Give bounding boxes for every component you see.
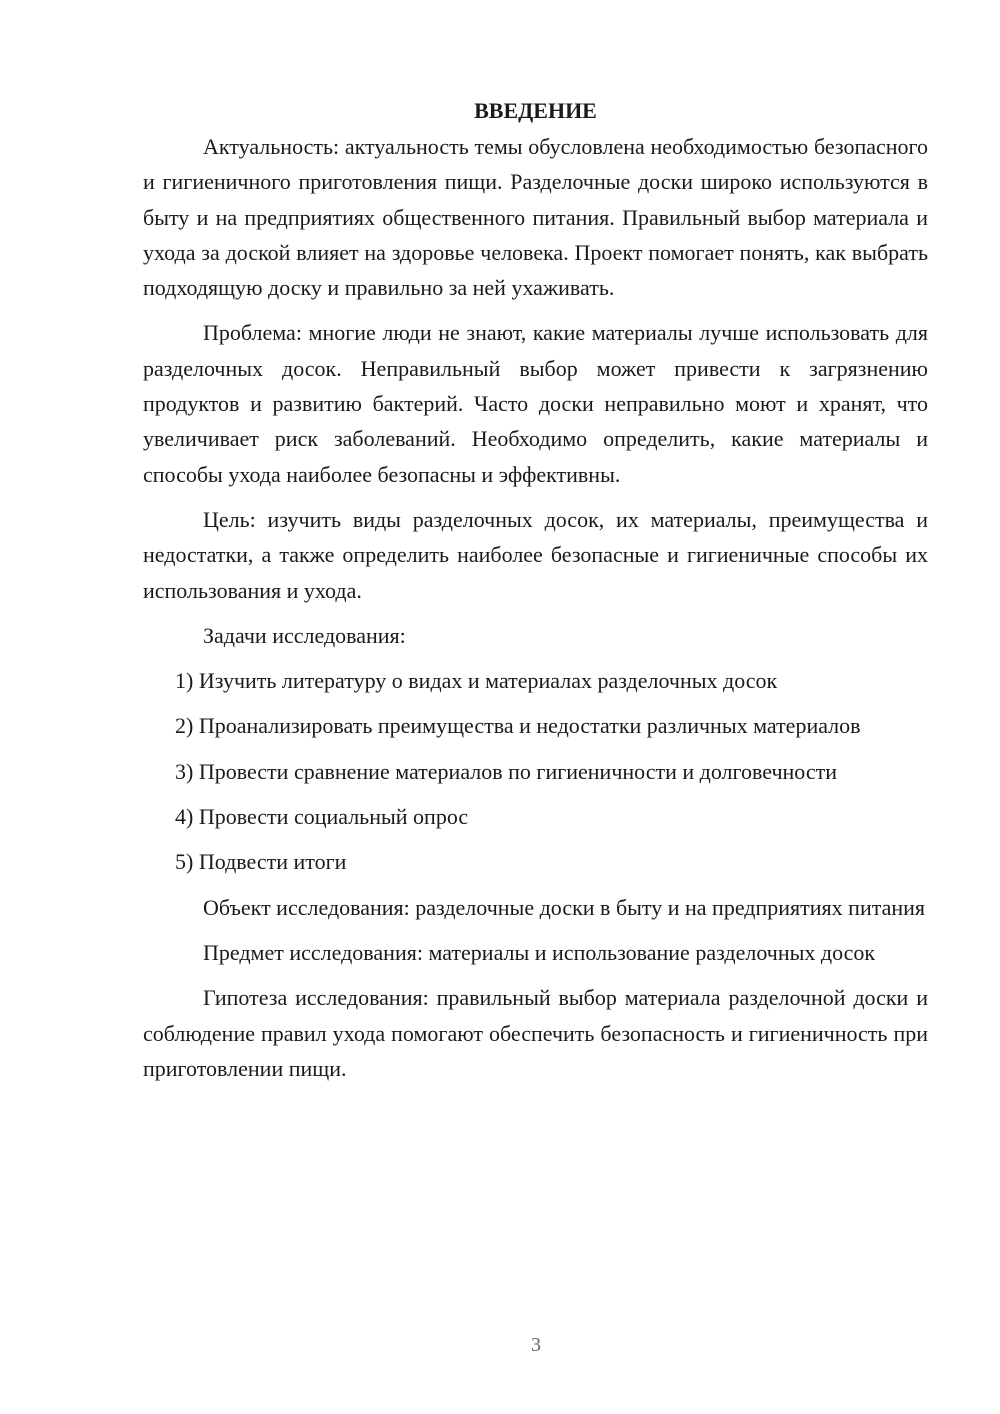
goal-paragraph: Цель: изучить виды разделочных досок, их материалы, преимущества и недостатки, а также определить наиболее безопасные и гигиеничные способы их использования и ухода. xyxy=(143,506,928,603)
hypothesis-paragraph: Гипотеза исследования: правильный выбор материала разделочной доски и соблюдение правил ухода помогают обеспечить безопасность и гигиеничность при приготовлении пищи. xyxy=(143,985,928,1081)
problem-paragraph: Проблема: многие люди не знают, какие материалы лучше использовать для разделочных досок. Неправильный выбор может привести к загрязнению продуктов и развитию бактерий. Часто доски неправильно моют и хранят, что увеличивает риск заболеваний. Необходимо определить, какие материалы и способы ухода наиболее безопасны и эффективны. xyxy=(143,320,928,487)
relevance-paragraph: Актуальность: актуальность темы обусловлена необходимостью безопасного и гигиеничного приготовления пищи. Разделочные доски широко используются в быту и на предприятиях общественного питания. Правильный выбор материала и ухода за доской влияет на здоровье человека. Проект помогает понять, как выбрать подходящую доску и правильно за ней ухаживать. xyxy=(143,134,928,301)
task-item: 3) Провести сравнение материалов по гигиеничности и долговечности xyxy=(175,758,838,784)
task-item: 1) Изучить литературу о видах и материалах разделочных досок xyxy=(175,668,778,694)
task-item: 5) Подвести итоги xyxy=(175,849,347,875)
object-paragraph: Объект исследования: разделочные доски в быту и на предприятиях питания xyxy=(203,894,926,920)
page-number: 3 xyxy=(531,1334,541,1356)
task-item: 2) Проанализировать преимущества и недостатки различных материалов xyxy=(175,713,861,739)
document-page xyxy=(143,93,928,1096)
page-title: ВВЕДЕНИЕ xyxy=(474,98,597,123)
task-item: 4) Провести социальный опрос xyxy=(175,804,469,830)
subject-paragraph: Предмет исследования: материалы и использование разделочных досок xyxy=(203,939,876,965)
tasks-heading: Задачи исследования: xyxy=(203,622,406,648)
